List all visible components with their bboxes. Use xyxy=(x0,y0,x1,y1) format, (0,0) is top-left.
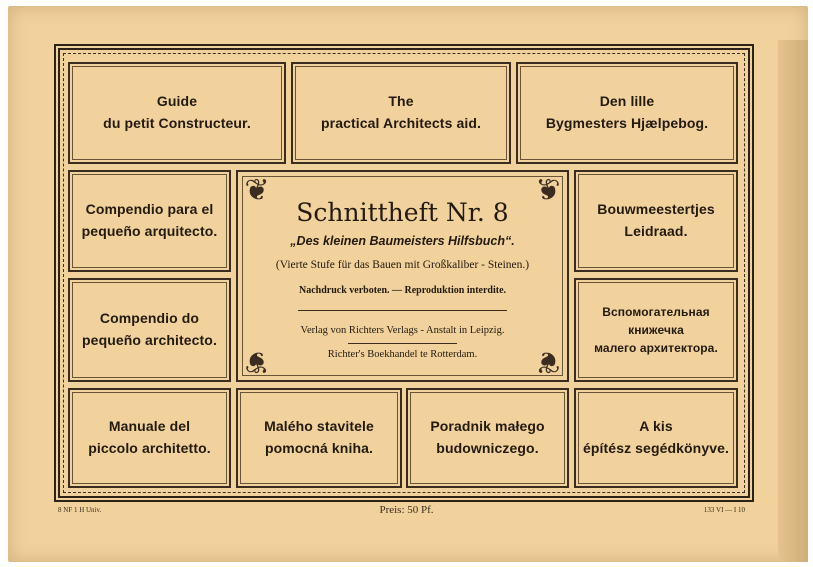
panel-hungarian-line-1: A kis xyxy=(639,418,673,435)
panel-hungarian xyxy=(574,388,738,488)
catalog-code: 8 NF 1 H Univ. xyxy=(58,506,102,514)
panel-english-line-1: The xyxy=(388,93,414,110)
panel-czech-line-1: Malého stavitele xyxy=(264,418,374,435)
ornament-corner-icon: ❦ xyxy=(244,173,270,208)
price-label: Preis: 50 Pf. xyxy=(379,504,434,516)
panel-portuguese-line-1: Compendio do xyxy=(99,310,200,327)
panel-russian-line-2: книжечка xyxy=(628,323,684,337)
panel-russian-line-1: Вспомогательная xyxy=(602,305,710,319)
panel-spanish xyxy=(68,170,231,272)
ornament-corner-icon: ❦ xyxy=(535,344,561,379)
panel-english xyxy=(291,62,511,164)
panel-french-line-1: Guide xyxy=(156,93,198,110)
divider xyxy=(298,310,507,311)
stage-note: (Vierte Stufe für das Bauen mit Großkaliber - Steinen.) xyxy=(275,259,530,271)
title-block xyxy=(236,170,569,382)
panel-danish-line-2: Bygmesters Hjælpebog. xyxy=(545,115,709,131)
panel-dutch-line-1: Bouwmeestertjes xyxy=(597,201,715,218)
panel-russian-line-3: малего архитектора. xyxy=(594,341,718,355)
booklet-title: Schnittheft Nr. 8 xyxy=(296,198,509,227)
panel-danish xyxy=(516,62,738,164)
publisher-line: Verlag von Richters Verlags - Anstalt in Leipzig. xyxy=(300,325,505,336)
panel-french xyxy=(68,62,286,164)
panel-dutch-line-2: Leidraad. xyxy=(624,223,688,239)
panel-portuguese-line-2: pequeño architecto. xyxy=(82,332,217,348)
panel-czech xyxy=(236,388,402,488)
panel-italian-line-2: piccolo architetto. xyxy=(88,440,211,456)
divider xyxy=(348,343,457,344)
panel-polish-line-2: budowniczego. xyxy=(436,440,539,456)
ornament-corner-icon: ❦ xyxy=(535,173,561,208)
panel-dutch xyxy=(574,170,738,272)
panel-czech-line-2: pomocná kniha. xyxy=(265,440,373,456)
print-code: 133 VI — I 10 xyxy=(703,506,745,514)
panel-english-line-2: practical Architects aid. xyxy=(321,115,481,131)
page-edge xyxy=(778,40,808,562)
copyright-notice: Nachdruck verboten. — Reproduktion interdite. xyxy=(298,285,507,296)
panel-polish xyxy=(406,388,569,488)
panel-italian xyxy=(68,388,231,488)
panel-spanish-line-2: pequeño arquitecto. xyxy=(81,223,218,239)
panel-italian-line-1: Manuale del xyxy=(108,418,191,435)
panel-spanish-line-1: Compendio para el xyxy=(85,201,214,218)
booklet-subtitle: „Des kleinen Baumeisters Hilfsbuch“. xyxy=(290,234,515,248)
distributor-line: Richter's Boekhandel te Rotterdam. xyxy=(327,349,478,360)
panel-polish-line-1: Poradnik małego xyxy=(430,418,545,435)
panel-portuguese xyxy=(68,278,231,382)
ornament-corner-icon: ❦ xyxy=(244,344,270,379)
panel-russian xyxy=(574,278,738,382)
panel-danish-line-1: Den lille xyxy=(599,93,655,110)
panel-hungarian-line-2: építész segédkönyve. xyxy=(583,440,729,456)
panel-french-line-2: du petit Constructeur. xyxy=(103,115,251,131)
